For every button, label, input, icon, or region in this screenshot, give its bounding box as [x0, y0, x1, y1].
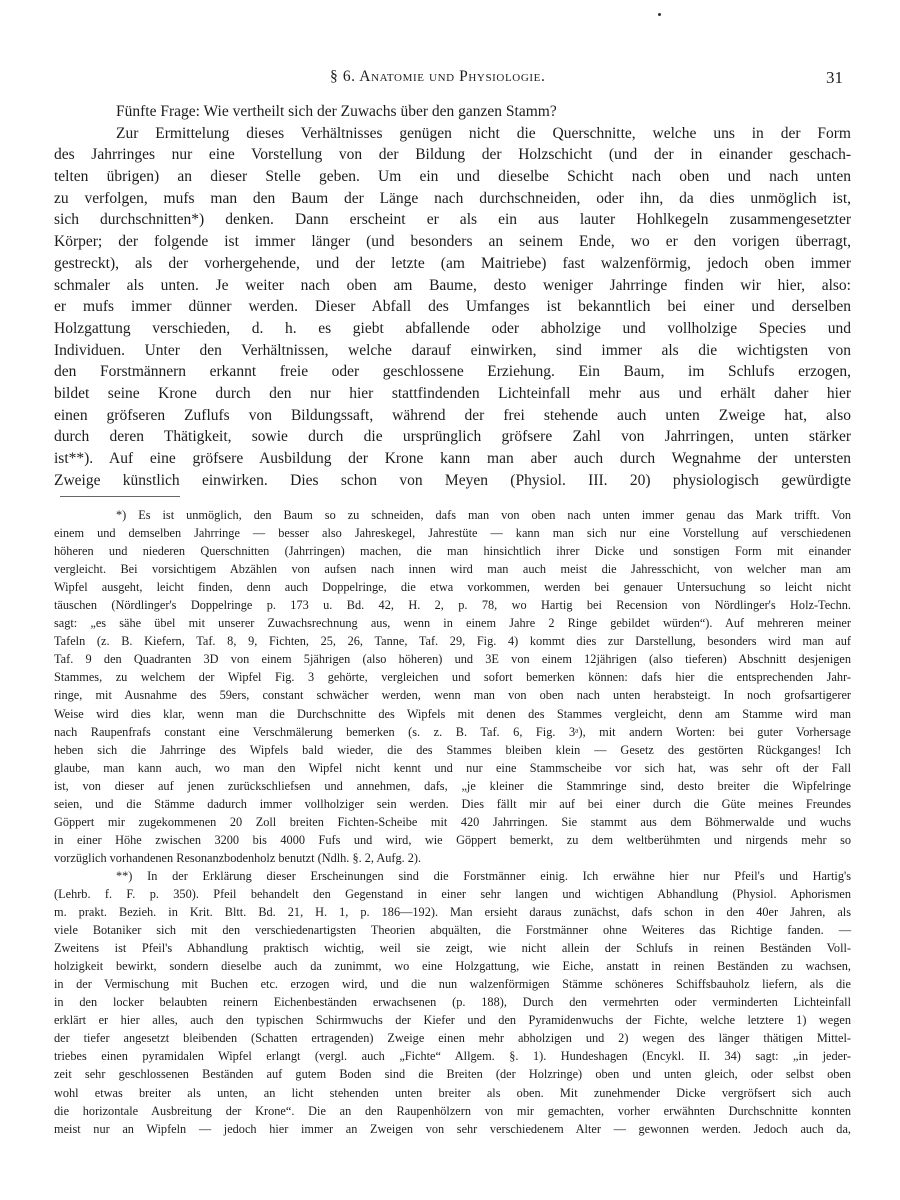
- body-line: den Forstmännern erkannt freie oder geschlossene Erziehung. Ein Baum, im Schlufs erzogen,: [54, 363, 851, 381]
- footnote-line: Wipfel ausgeht, leicht finden, denn auch Doppelringe, die etwa vorkommen, werden bei genauer Untersuchung so leicht nicht: [54, 580, 851, 595]
- footnote-line: zeit sehr geschlossenen Beständen auf gutem Boden sind die Breiten (der Holzringe) oben und unten gleich, oder selbst oben: [54, 1067, 851, 1082]
- footnote-line: heben sich die Jahrringe des Wipfels bald wieder, die des Stammes bleiben klein — Gesetz des gestörten Rückganges! Ich: [54, 742, 851, 757]
- page-number: 31: [826, 68, 843, 87]
- body-line: des Jahrringes nur eine Vorstellung von der Bildung der Holzschicht (und der in einander geschach-: [54, 146, 851, 164]
- footnote-line: der tiefer angesetzt bleibenden (Schatten ertragenden) Zweige einen mehr abholzigen und 2) wegen des länger thätigen Mittel-: [54, 1031, 851, 1046]
- footnote-line: Tafeln (z. B. Kiefern, Taf. 8, 9, Fichten, 25, 26, Tanne, Taf. 29, Fig. 4) kommt dies zur Darstellung, besonders wird man auf: [54, 634, 851, 649]
- body-line: er mufs immer dünner werden. Dieser Abfall des Umfanges ist bekanntlich bei einer und derselben: [54, 298, 851, 316]
- body-line: sich durchschnitten*) denken. Dann erscheint er als ein aus lauter Hohlkegeln zusammengesetzter: [54, 211, 851, 229]
- footnote-line: die horizontale Ausbreitung der Krone“. Die an den Raupenhölzern von mir gemachten, vorher erwähnten Durchschnitte konnten: [54, 1103, 851, 1118]
- footnote-line: triebes einen pyramidalen Wipfel erlangt (vergl. auch „Fichte“ Allgem. §. 1). Hundeshagen (Encykl. II. 34) sagt: „in jeder-: [54, 1049, 851, 1064]
- body-line: Zweige künstlich einwirken. Dies schon von Meyen (Physiol. III. 20) physiologisch gewürdigte: [54, 471, 851, 489]
- running-header: [0, 68, 900, 92]
- body-line: Körper; der folgende ist immer länger (und besonders an seinem Ende, wo er den vorigen überragt,: [54, 233, 851, 251]
- body-line: ist**). Auf eine gröfsere Ausbildung der Krone kann man aber auch durch Wegnahme der untersten: [54, 450, 851, 467]
- footnote-line: ringe, mit Ausnahme des 59ers, constant schwächer werden, wenn man von oben nach unten herabsteigt. In noch grofsartigerer: [54, 688, 851, 703]
- footnote-line: vorzüglich vorhandenen Resonanzbodenholz benutzt (Ndlh. §. 2, Aufg. 2).: [54, 850, 422, 865]
- footnote-line: höheren und niederen Querschnitten (Jahrringen) machen, die man hinsichtlich ihrer Dicke und sonstigen Form mit einander: [54, 544, 851, 559]
- footnote-line: Zweitens ist Pfeil's Abhandlung praktisch wichtig, weil sie zeigt, wie nicht allein der Schlufs in reinen Beständen Voll-: [54, 941, 851, 956]
- body-line: durch deren Thätigkeit, sowie durch die ursprünglich gröfsere Zahl von Jahrringen, unten stärker: [54, 428, 851, 446]
- body-line: zu verfolgen, mufs man den Baum der Länge nach durchschneiden, oder ihn, da dies unmöglich ist,: [54, 189, 851, 207]
- body-line: bildet seine Krone durch den nur hier stattfindenden Lichteinfall mehr aus und erhält daher hier: [54, 384, 851, 402]
- footnote-line: in der Vermischung mit Buchen etc. erzogen wird, und die nun walzenförmigen Stämme schöneres Schiffsbauholz liefern, als die: [54, 977, 851, 992]
- footnote-line: viele Botaniker sich mit den verschiedenartigsten Theorien abquälten, die Forstmänner ohne Weiteres das Richtige fanden. —: [54, 923, 851, 938]
- print-speck: [658, 13, 661, 16]
- body-line: Zur Ermittelung dieses Verhältnisses genügen nicht die Querschnitte, welche uns in der Form: [116, 124, 851, 142]
- footnote-line: Taf. 9 den Quadranten 3D von einem 5jährigen (also höheren) und 3E von einem 12jährigen (also tieferen) Abschnitt desjenigen: [54, 652, 851, 667]
- footnote-line: (Lehrb. f. F. p. 350). Pfeil behandelt den Gegenstand in einer sehr langen und wichtigen Abhandlung (Physiol. Aphorismen: [54, 886, 851, 901]
- footnote-line: *) Es ist unmöglich, den Baum so zu schneiden, dafs man von oben nach unten immer genau das Mark trifft. Von: [116, 508, 851, 522]
- body-line: Holzgattung verschieden, d. h. es giebt abfallende oder abholzige und vollholzige Species und: [54, 319, 851, 337]
- footnote-line: meist nur an Wipfeln — jedoch hier immer an Zweigen von sehr verschiedenem Alter — gewonnen werden. Jedoch auch da,: [54, 1121, 851, 1136]
- footnote-line: nach Raupenfrafs constant eine Verschmälerung bemerken (s. z. B. Taf. 6, Fig. 3ᵃ), mit andern Worten: bei guter Vorhersage: [54, 724, 851, 739]
- footnote-line: glaube, man kann auch, wo man den Wipfel nicht kennt und nur eine Stammscheibe vor sich hat, was sehr oft der Fall: [54, 760, 851, 775]
- body-line: einen gröfseren Zuflufs von Bildungssaft, während der frei stehende auch unten Zweige hat, also: [54, 406, 851, 424]
- body-line: telten übrigen) an dieser Stelle geben. Um ein und dieselbe Schicht nach oben und nach unten: [54, 168, 851, 186]
- footnote-line: in den locker belaubten reinern Eichenbeständen erwachsenen (p. 188), Durch den vermehrten oder verminderten Lichteinfall: [54, 995, 851, 1010]
- footnote-line: seien, und die Stämme dadurch immer vollholziger sein werden. Dies fällt mir auf bei einer durch die Güte meines Freundes: [54, 796, 851, 811]
- footnote-line: Weise wird dies klar, wenn man die Durchschnitte des Wipfels mit denen des Stammes vergleicht, denn am Stamme wird man: [54, 706, 851, 721]
- footnote-line: einem und demselben Jahrringe — besser also Jahreskegel, Jahrestüte — kann man sich nur eine Vorstellung auf verschiedenen: [54, 526, 851, 541]
- footnotes: [54, 506, 851, 1138]
- footnote-line: vergleicht. Bei vorsichtigem Abzählen von aufsen nach innen wird man auch meist die Jahresschicht, von welcher man am: [54, 562, 851, 577]
- footnote-line: **) In der Erklärung dieser Erscheinungen sind die Forstmänner einig. Ich erwähne hier nur Pfeil's und Hartig's: [116, 868, 851, 883]
- footnote-line: m. prakt. Bezieh. in Krit. Bltt. Bd. 21, H. 1, p. 186—192). Man ersieht daraus zunächst, dafs schon in den 40er Jahren, als: [54, 905, 851, 920]
- section-title: § 6. Anatomie und Physiologie.: [330, 68, 546, 85]
- footnote-line: ist, von dieser auf jenen zurückschliefsen und annehmen, dafs, „je kleiner die Stammringe sind, desto breiter die Wipfelringe: [54, 778, 851, 793]
- footnote-line: täuschen (Nördlinger's Doppelringe p. 173 u. Bd. 42, H. 2, p. 78, wo Hartig bei Recension von Nördlinger's Holz-Techn.: [54, 598, 851, 613]
- main-text: [54, 101, 851, 491]
- body-line: Fünfte Frage: Wie vertheilt sich der Zuwachs über den ganzen Stamm?: [116, 103, 557, 120]
- body-line: Individuen. Unter den Verhältnissen, welche darauf einwirken, sind immer als die wichtigsten von: [54, 341, 851, 359]
- footnote-separator: [60, 496, 180, 497]
- footnote-line: Stammes, zu welchem der Wipfel Fig. 3 gehörte, vergleichen und sofort bemerken können: dafs hier die entsprechenden Jahr-: [54, 670, 851, 685]
- footnote-line: in einer Höhe zwischen 3200 bis 4000 Fufs und wird, wie Göppert bemerkt, zu dem weltberühmten und nirgends mehr so: [54, 832, 851, 847]
- body-line: schmaler als unten. Je weiter nach oben am Baume, desto weniger Jahrringe finden wir hier, also:: [54, 276, 851, 294]
- footnote-line: holzigkeit bewirkt, sondern dieselbe auch da zunimmt, wo eine Holzgattung, wie Eiche, anstatt in reinen Beständen zu wachsen,: [54, 959, 851, 974]
- body-line: gestreckt), als der vorhergehende, und der letzte (am Maitriebe) fast walzenförmig, jedoch oben immer: [54, 254, 851, 272]
- footnote-line: Göppert mir zugekommenen 20 Zoll breiten Fichten-Scheibe mit 420 Jahrringen. Sie stammt aus dem Böhmerwalde und wuchs: [54, 814, 851, 829]
- footnote-line: erklärt er hier alles, auch den typischen Schirmwuchs der Kiefer und den Pyramidenwuchs der Fichte, welche letztere 1) wegen: [54, 1013, 851, 1028]
- footnote-line: wohl etwas breiter als unten, an licht stehenden unten breiter als oben. Mit zunehmender Dicke vergröfsert sich auch: [54, 1085, 851, 1100]
- footnote-line: sagt: „es sähe übel mit unserer Zuwachsrechnung aus, wenn in einem Jahre 2 Ringe gebildet würden“). Auf mehreren meiner: [54, 616, 851, 631]
